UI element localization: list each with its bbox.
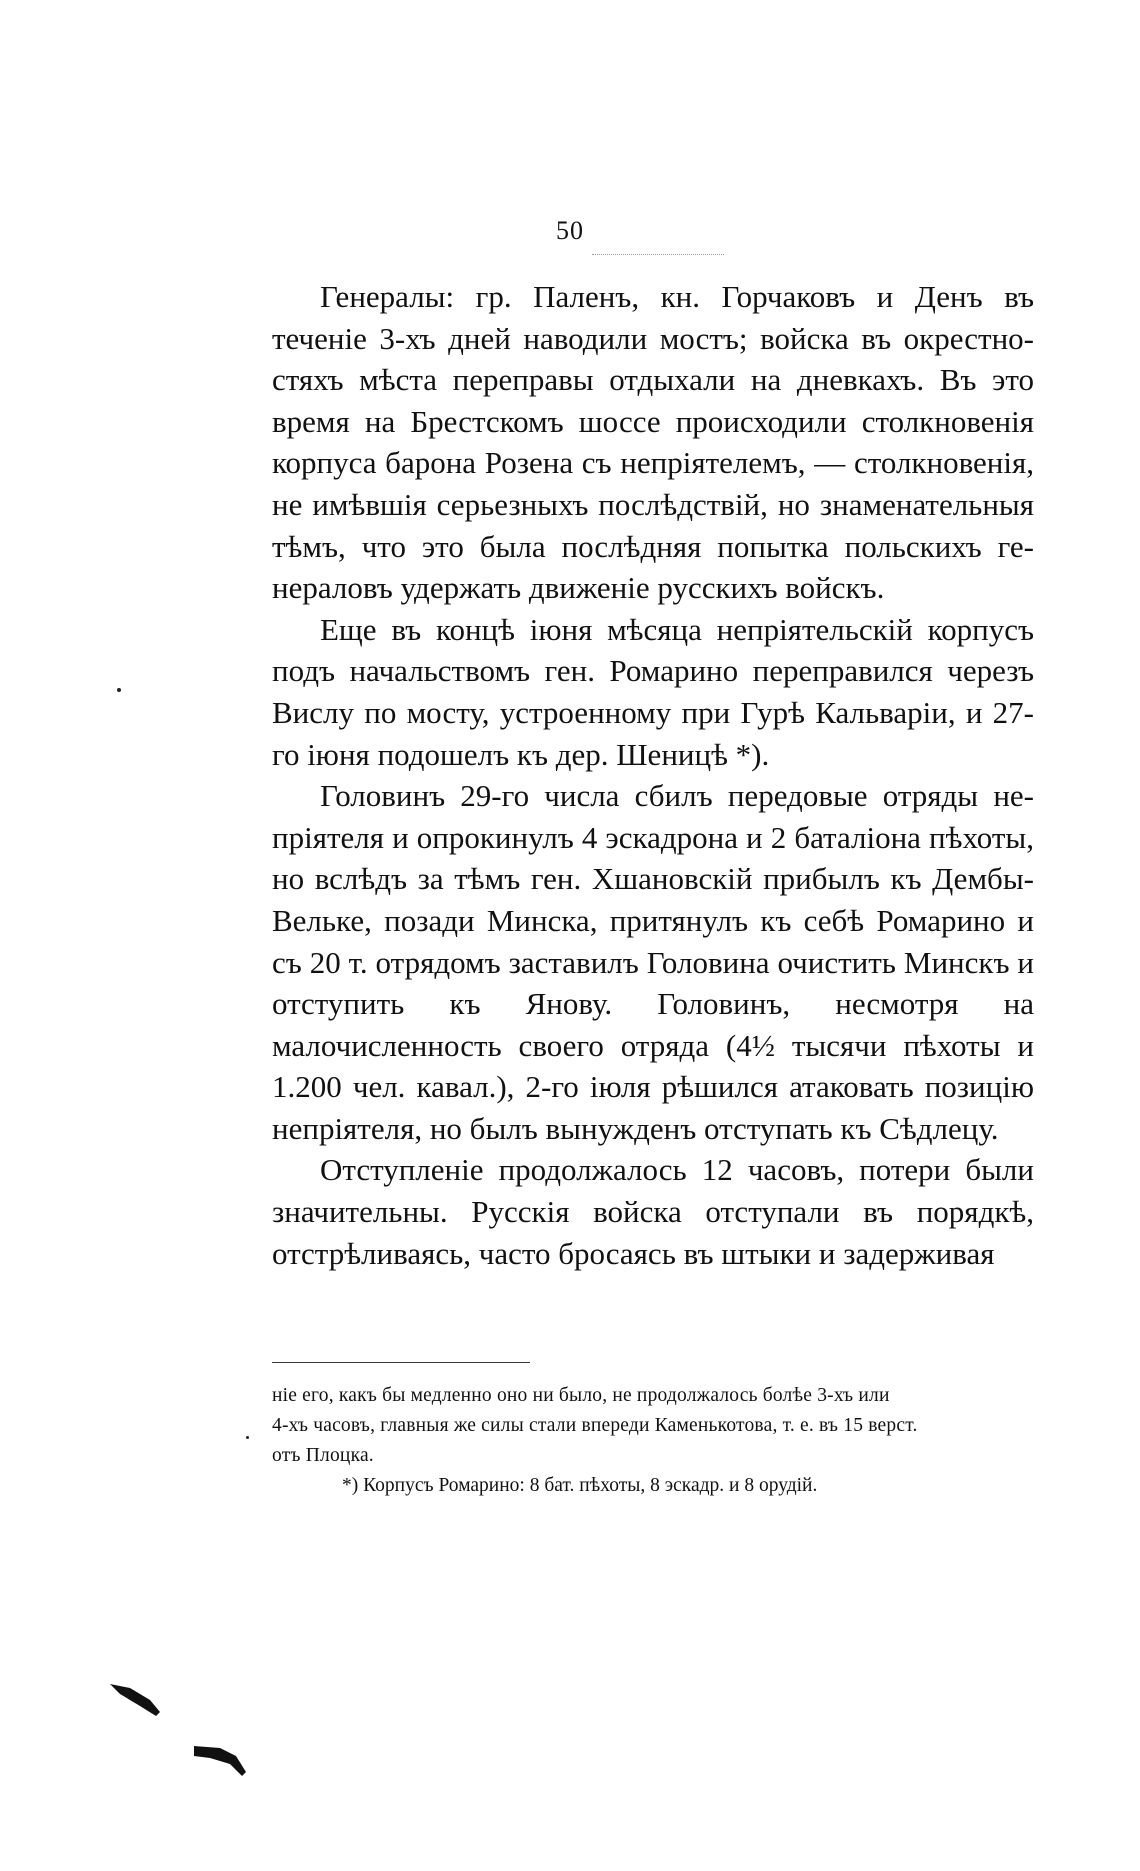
- paragraph-2: Еще въ концѣ іюня мѣсяца непріятельскій корпусъ подъ начальствомъ ген. Ромарино переправился черезъ Вислу по мосту, устроенному при Гурѣ Кальваріи, и 27-го іюня подошелъ къ дер. Шеницѣ *).: [272, 611, 1034, 772]
- scan-dot-footnote: [246, 1436, 249, 1439]
- main-text: [272, 276, 1034, 1274]
- footnotes: [272, 1381, 1034, 1501]
- page-number-ornament: [592, 254, 724, 255]
- page-number: 50: [556, 216, 584, 245]
- footnote-asterisk: *) Корпусъ Ромарино: 8 бат. пѣхоты, 8 эскадр. и 8 орудій.: [342, 1475, 818, 1496]
- footnote-continuation-line-3: отъ Плоцка.: [272, 1445, 374, 1466]
- paragraph-3: Головинъ 29-го числа сбилъ передовые отряды непріятеля и опрокинулъ 4 эскадрона и 2 баталіона пѣхоты, но вслѣдъ за тѣмъ ген. Хшановскій прибылъ къ Дембы-Вельке, позади Минска, притянулъ къ себѣ Ромарино и съ 20 т. отрядомъ заставилъ Головина очистить Минскъ и отступить къ Янову. Головинъ, несмотря на малочисленность своего отряда (4½ тысячи пѣхоты и 1.200 чел. кавал.), 2-го іюля рѣшился атаковать позицію непріятеля, но былъ вынужденъ отступать къ Сѣдлецу.: [272, 778, 1034, 1146]
- scan-artifact-mark-1: [110, 1684, 160, 1716]
- paragraph-1: Генералы: гр. Паленъ, кн. Горчаковъ и Денъ въ теченіе 3-хъ дней наводили мостъ; войска въ окрестностяхъ мѣста переправы отдыхали на дневкахъ. Въ это время на Брестскомъ шоссе происходили столкновенія корпуса барона Розена съ непріятелемъ, — столкновенія, не имѣвшія серьезныхъ послѣдствій, но знаменательныя тѣмъ, что это была послѣдняя попытка польскихъ генераловъ удержать движеніе русскихъ войскъ.: [272, 279, 1034, 606]
- scan-dot-left: [117, 688, 121, 692]
- paragraph-4: Отступленіе продолжалось 12 часовъ, потери были значительны. Русскія войска отступали въ порядкѣ, отстрѣливаясь, часто бросаясь въ штыки и задерживая: [272, 1152, 1034, 1271]
- footnote-continuation-line-2: 4-хъ часовъ, главныя же силы стали впереди Каменькотова, т. е. въ 15 верст.: [272, 1415, 918, 1436]
- footnote-divider: [272, 1362, 530, 1363]
- footnote-continuation-line-1: ніе его, какъ бы медленно оно ни было, не продолжалось болѣе 3-хъ или: [272, 1385, 890, 1406]
- scan-artifact-mark-2: [194, 1746, 246, 1776]
